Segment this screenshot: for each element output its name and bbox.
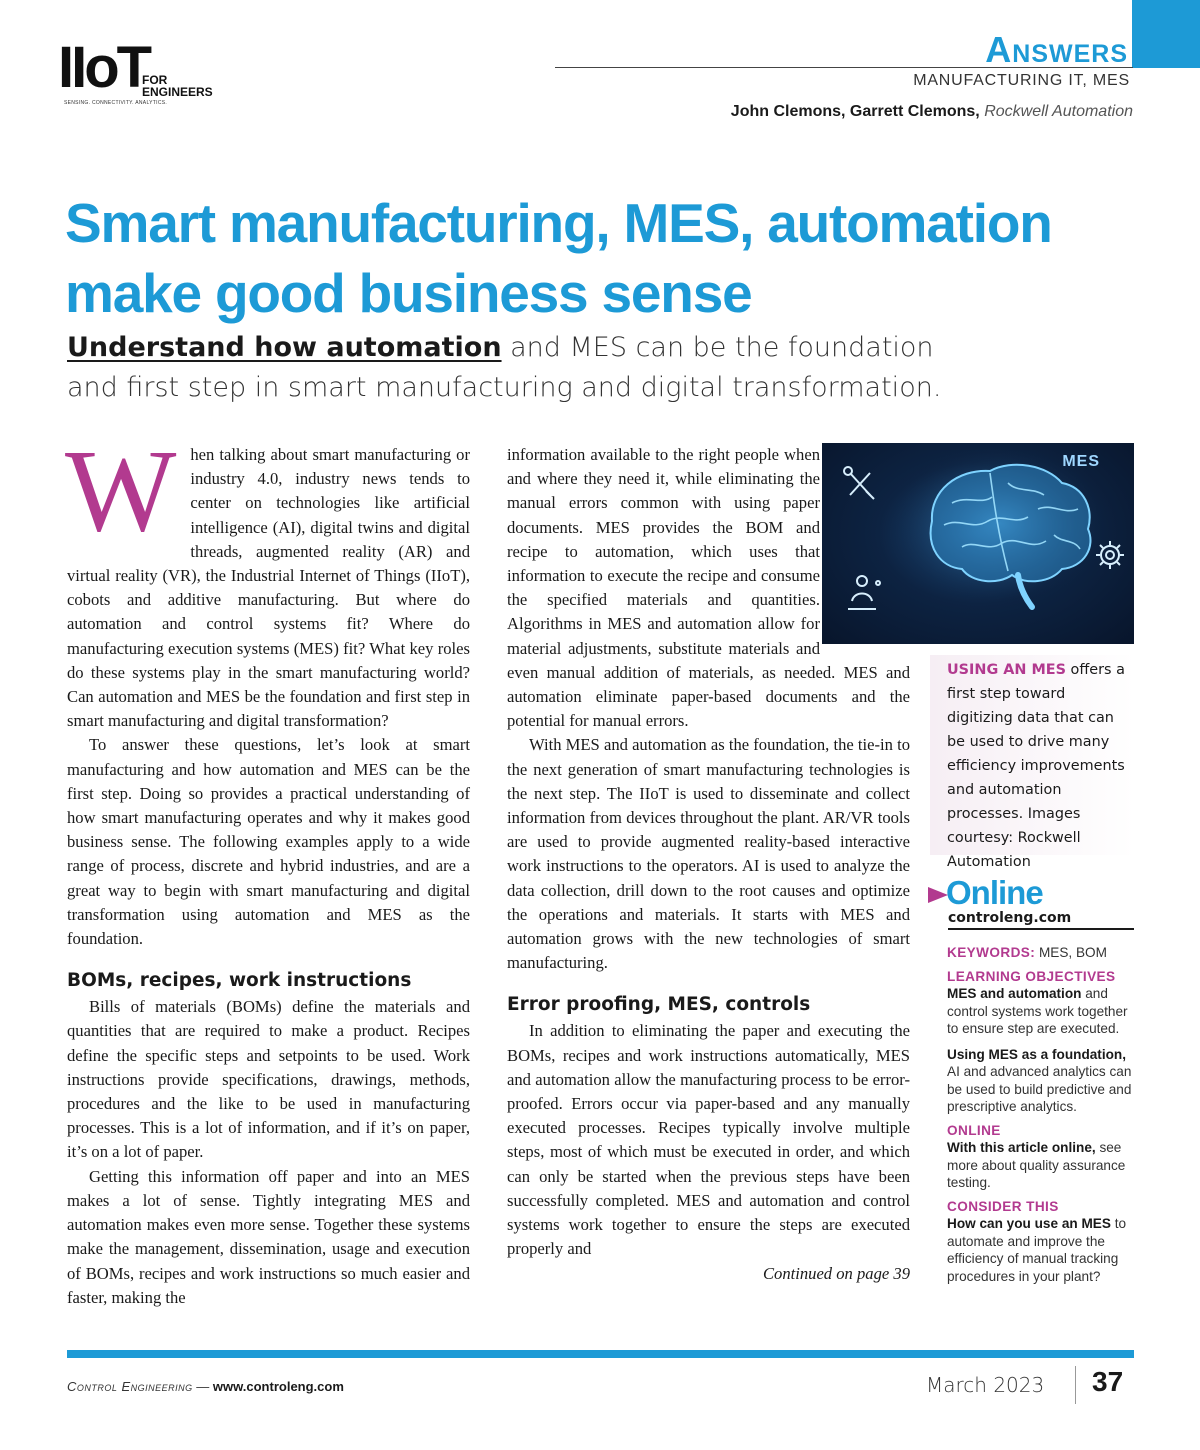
- brain-illustration: [822, 443, 1134, 644]
- keywords-line: [947, 944, 1139, 962]
- footer-bar: [67, 1350, 1134, 1358]
- keywords-value: MES, BOM: [1035, 945, 1107, 960]
- online-note-text: see more about quality assurance testing.: [947, 1140, 1126, 1190]
- consider-label: CONSIDER THIS: [947, 1198, 1059, 1214]
- deck-rest: and MES can be the foundation and first step in smart manufacturing and digital transformation.: [67, 332, 942, 403]
- paragraph: In addition to eliminating the paper and executing the BOMs, recipes and work instructions automatically, MES and automation allow the manufacturing process to be error-proofed. Errors occur via paper-based and any manually executed processes. Recipes typically involve multiple steps, most of which must be executed in order, and which can only be started when the previous steps have been successfully completed. MES and automation and control systems work together to ensure the steps are executed properly and: [507, 1021, 910, 1259]
- consider-note-text: to automate and improve the efficiency of manual tracking procedures in your plant?: [947, 1216, 1127, 1284]
- byline: [731, 103, 1133, 121]
- paragraph: [65, 425, 470, 733]
- online-note-bold: With this article online,: [947, 1140, 1096, 1155]
- online-rule: [948, 928, 1134, 930]
- consider-note-bold: How can you use an MES: [947, 1216, 1111, 1231]
- logo-mark: IIoT: [58, 35, 150, 100]
- continued-note: Continued on page 39: [762, 1263, 910, 1283]
- objective-1-bold: MES and automation: [947, 986, 1082, 1001]
- section-corner-tab: [1132, 0, 1200, 68]
- issue-date: March 2023: [926, 1373, 1045, 1397]
- author-company: Rockwell Automation: [984, 103, 1133, 120]
- keywords-label: KEYWORDS:: [947, 945, 1036, 960]
- image-mes-label: MES: [1062, 453, 1100, 470]
- body-column-1: [65, 425, 470, 1310]
- tools-icon: [844, 467, 874, 499]
- image-caption: [947, 658, 1135, 874]
- section-title: Answers: [985, 29, 1128, 70]
- iiot-logo: [58, 35, 213, 108]
- authors: John Clemons, Garrett Clemons,: [730, 103, 980, 120]
- caption-keyword: USING AN MES: [947, 662, 1066, 678]
- mes-brain-image: [822, 443, 1134, 644]
- footer-divider: [1075, 1366, 1076, 1404]
- subhead-error-proofing: Error proofing, MES, controls: [507, 994, 811, 1016]
- objective-2-text: AI and advanced analytics can be used to build predictive and prescriptive analytics.: [947, 1064, 1132, 1114]
- objective-1: [947, 985, 1139, 1038]
- article-deck: [67, 328, 967, 408]
- paragraph-text: hen talking about smart manufacturing or industry 4.0, industry news tends to center on technologies like artificial intelligence (AI), digital twins and digital threads, augmented reality (AR) and virtual reality (VR), the Industrial Internet of Things (IIoT), cobots and additive manufacturing. But where do automation and control systems fit? Where do manufacturing execution systems (MES) fit? What key roles do these systems play in the smart manufacturing world? Can automation and MES be the foundation and first step in smart manufacturing and digital transformation?: [67, 445, 470, 731]
- paragraph: To answer these questions, let’s look at smart manufacturing and how automation and MES can be the first step. Doing so provides a practical understanding of how smart manufacturing operates and why it makes good business sense. The following examples apply to a wide range of process, discrete and hybrid industries, and are a great way to begin with smart manufacturing and digital transformation using automation and MES as the foundation.: [67, 735, 470, 949]
- sidebar-info: [947, 944, 1139, 1285]
- objective-2: [947, 1046, 1139, 1116]
- paragraph: With MES and automation as the foundation, the tie-in to the next generation of smart manufacturing technologies is the next step. The IIoT is used to disseminate and collect information from devices throughout the plant. AR/VR tools are used to provide augmented reality-based interactive work instructions to the operators. AI is used to analyze the data collection, drill down to the root causes and optimize the operations and materials. It starts with MES and automation grows with the new technologies of smart manufacturing.: [507, 735, 910, 973]
- paragraph-text: information available to the right people when and where they need it, while eliminating the manual errors common with using paper documents. MES provides the BOM and recipe to automation, which uses that information to execute the recipe and consume the specified materials and quantities. Algorithms in MES and automation allow for material adjustments, substitute materials and even manual addition of materials, as needed. MES and automation eliminate paper-based documents and the potential for manual errors.: [507, 445, 910, 731]
- footer-publication: [67, 1379, 344, 1394]
- online-note: [947, 1139, 1139, 1192]
- consider-note: [947, 1215, 1139, 1285]
- gear-icon: [1096, 541, 1124, 569]
- objective-1-text: and control systems work together to ensure step are executed.: [947, 986, 1128, 1036]
- arrow-icon: [928, 887, 948, 903]
- article-headline: Smart manufacturing, MES, automation make good business sense: [65, 192, 1052, 324]
- paragraph: Getting this information off paper and into an MES makes a lot of sense. Tightly integrating MES and automation makes even more sense. Together these systems make the management, dissemination, usage and execution of BOMs, recipes and work instructions so much easier and faster, making the: [67, 1166, 470, 1307]
- caption-text: offers a first step toward digitizing data that can be used to drive many efficiency improvements and automation processes. Images courtesy: Rockwell Automation: [947, 662, 1125, 870]
- online-banner: [928, 874, 1138, 928]
- online-word: Online: [946, 874, 1043, 911]
- logo-tagline: SENSING. CONNECTIVITY. ANALYTICS.: [64, 100, 168, 106]
- page-number: 37: [1092, 1366, 1124, 1397]
- objectives-label: LEARNING OBJECTIVES: [947, 968, 1116, 984]
- subhead-boms: BOMs, recipes, work instructions: [67, 970, 412, 992]
- logo-engineers: ENGINEERS: [142, 85, 213, 99]
- drop-cap: W: [65, 425, 177, 556]
- deck-lead: Understand how automation: [67, 332, 502, 363]
- paragraph: Bills of materials (BOMs) define the materials and quantities that are required to make a product. Recipes define the specific steps and setpoints to be used. Work instructions provide specifications, drawings, methods, procedures and the like to be used in manufacturing processes. This is a lot of information, and if it’s on paper, it’s on a lot of paper.: [67, 997, 470, 1162]
- section-subtitle: MANUFACTURING IT, MES: [913, 72, 1130, 89]
- online-domain[interactable]: controleng.com: [948, 910, 1072, 926]
- online-label: ONLINE: [947, 1122, 1001, 1138]
- logo-for: FOR: [142, 73, 168, 87]
- footer-dash: —: [192, 1379, 213, 1394]
- magazine-name: Control Engineering: [67, 1379, 193, 1394]
- objective-2-bold: Using MES as a foundation,: [947, 1046, 1126, 1062]
- footer-url[interactable]: www.controleng.com: [212, 1379, 344, 1394]
- operator-icon: [848, 576, 880, 609]
